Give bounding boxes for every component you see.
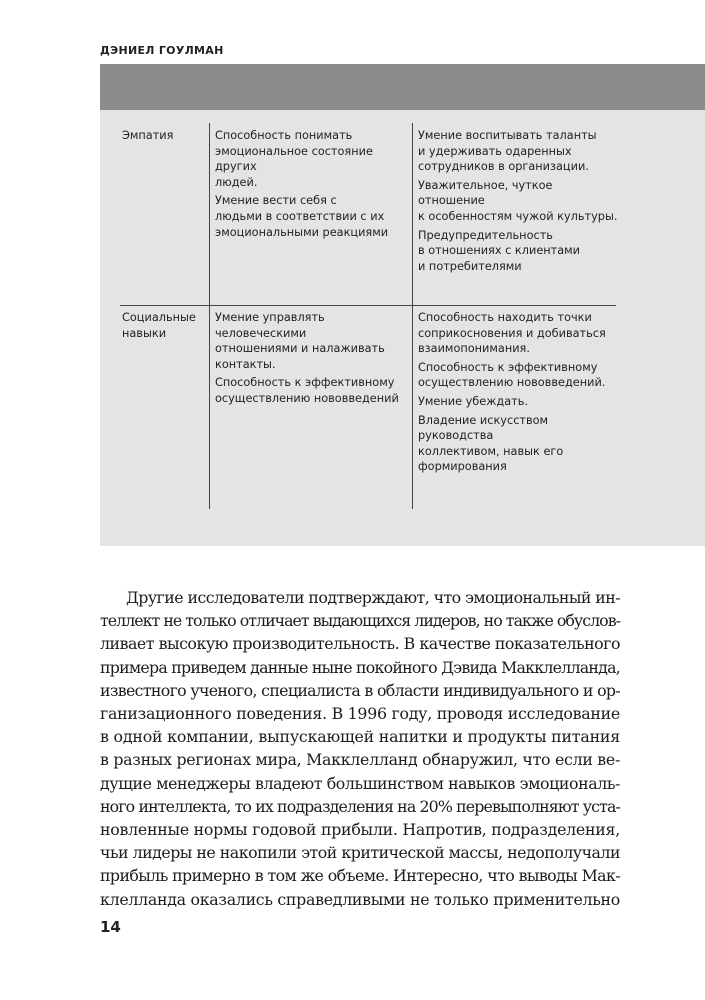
- row-label-social-skills: Социальные навыки: [122, 311, 196, 340]
- cell-paragraph: Предупредительность в отношениях с клиентами и потребителями: [418, 228, 581, 273]
- text-line: теллект не только отличает выдающихся лидеров, но также обуслов-: [100, 611, 620, 631]
- text-line: дущие менеджеры владеют большинством навыков эмоциональ-: [100, 773, 620, 793]
- cell-paragraph: Владение искусством руководства коллективом, навык его формирования: [418, 413, 564, 474]
- text-line: ганизационного поведения. В 1996 году, проводя исследование: [100, 704, 620, 724]
- body-paragraph: [100, 586, 620, 911]
- text-line: в одной компании, выпускающей напитки и продукты питания: [100, 727, 620, 747]
- empathy-personal-cell: [215, 128, 410, 243]
- table-header-band: [100, 64, 705, 110]
- text-line: ного интеллекта, то их подразделения на 20% перевыполняют уста-: [100, 796, 620, 816]
- text-line: в разных регионах мира, Макклелланд обнаружил, что если ве-: [100, 750, 620, 770]
- row-separator: [120, 305, 616, 306]
- cell-paragraph: Умение воспитывать таланты и удерживать одаренных сотрудников в организации.: [418, 129, 597, 174]
- page-number: 14: [100, 918, 121, 936]
- text-line: чьи лидеры не накопили этой критической массы, недополучали: [100, 843, 620, 863]
- text-line: ливает высокую производительность. В качестве показательного: [100, 634, 620, 654]
- text-line: Другие исследователи подтверждают, что эмоциональный ин-: [126, 588, 620, 607]
- cell-paragraph: Умение управлять человеческими отношениями и налаживать контакты.: [215, 311, 385, 371]
- column-rule: [412, 123, 413, 509]
- row-label-empathy: Эмпатия: [122, 129, 174, 142]
- running-head: ДЭНИЕЛ ГОУЛМАН: [100, 44, 224, 57]
- social-personal-cell: [215, 310, 410, 410]
- column-rule: [209, 123, 210, 509]
- cell-paragraph: Уважительное, чуткое отношение к особенностям чужой культуры.: [418, 178, 618, 223]
- text-line: примера приведем данные ныне покойного Дэвида Макклелланда,: [100, 657, 620, 677]
- text-line: известного ученого, специалиста в области индивидуального и ор-: [100, 680, 620, 700]
- competency-table: [100, 64, 705, 546]
- text-line: клелланда оказались справедливыми не только применительно: [100, 889, 620, 909]
- cell-paragraph: Способность к эффективному осуществлению нововведений: [215, 376, 399, 405]
- social-organizational-cell: [418, 310, 618, 478]
- text-line: прибыль примерно в том же объеме. Интересно, что выводы Мак-: [100, 866, 620, 886]
- text-line: новленные нормы годовой прибыли. Напротив, подразделения,: [100, 820, 620, 840]
- empathy-organizational-cell: [418, 128, 618, 277]
- cell-paragraph: Умение убеждать.: [418, 394, 528, 408]
- cell-paragraph: Способность понимать эмоциональное состояние других людей.: [215, 129, 373, 189]
- cell-paragraph: Способность находить точки соприкосновения и добиваться взаимопонимания.: [418, 311, 606, 356]
- cell-paragraph: Умение вести себя с людьми в соответствии с их эмоциональными реакциями: [215, 194, 389, 239]
- cell-paragraph: Способность к эффективному осуществлению нововведений.: [418, 360, 606, 390]
